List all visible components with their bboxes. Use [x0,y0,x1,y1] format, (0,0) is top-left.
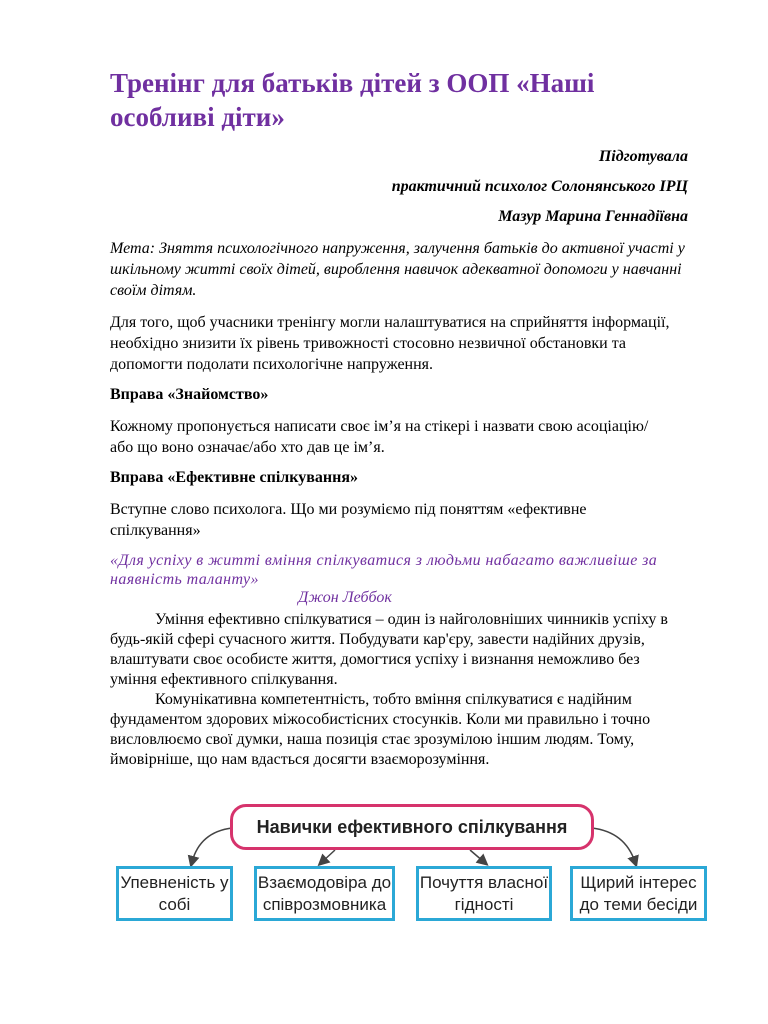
author-line-1: Підготувала [598,148,688,165]
intro-paragraph: Для того, щоб учасники тренінгу могли налаштуватися на сприйняття інформації, необхідно знизити їх рівень тривожності стосовно незвичної обстановки та допомогти подолати психологічне напруження. [110,314,670,373]
paragraph-2: Комунікативна компетентність, тобто вміння спілкуватися є надійним фундаментом здорових міжособистісних стосунків. Коли ми правильно і точно висловлюємо свої думки, наша позиція стає зрозумілою іншим людям. Тому, ймовірніше, що нам вдасться досягти взаєморозуміння. [110,691,651,768]
exercise2-text: Вступне слово психолога. Що ми розуміємо під поняттям «ефективне спілкування» [110,501,587,539]
quote-author: Джон Леббок [298,589,392,606]
connector-4 [592,828,635,862]
exercise1-heading: Вправа «Знайомство» [110,386,269,403]
connector-1 [192,828,232,862]
exercise2-heading: Вправа «Ефективне спілкування» [110,469,358,486]
connector-2 [322,850,335,862]
quote-text: «Для успіху в житті вміння спілкуватися з людьми набагато важливіше за наявність таланту» [110,552,658,588]
paragraph-1: Уміння ефективно спілкуватися – один із найголовніших чинників успіху в будь-якій сфері сучасного життя. Побудувати кар'єру, завести надійних друзів, влаштувати своє особисте життя, домогтися успіху і визнання неможливо без уміння ефективного спілкування. [110,611,668,688]
exercise1-text: Кожному пропонується написати своє ім’я на стікері і назвати свою асоціацію/або що воно означає/або хто дав це ім’я. [110,418,649,456]
goal-paragraph: Мета: Зняття психологічного напруження, залучення батьків до активної участі у шкільному житті своїх дітей, вироблення навичок адекватної допомоги у навчанні своїм дітям. [110,240,685,299]
author-line-3: Мазур Марина Геннадіївна [498,208,688,225]
skill-box-4: Щирий інтерес до теми бесіди [570,866,707,921]
skill-box-3: Почуття власної гідності [416,866,552,921]
diagram-header: Навички ефективного спілкування [230,804,594,850]
page-title: Тренінг для батьків дітей з ООП «Наші особливі діти» [110,68,595,132]
skill-box-1: Упевненість у собі [116,866,233,921]
author-line-2: практичний психолог Солонянського ІРЦ [391,178,688,195]
connector-3 [470,850,484,862]
skill-box-2: Взаємодовіра до співрозмовника [254,866,395,921]
